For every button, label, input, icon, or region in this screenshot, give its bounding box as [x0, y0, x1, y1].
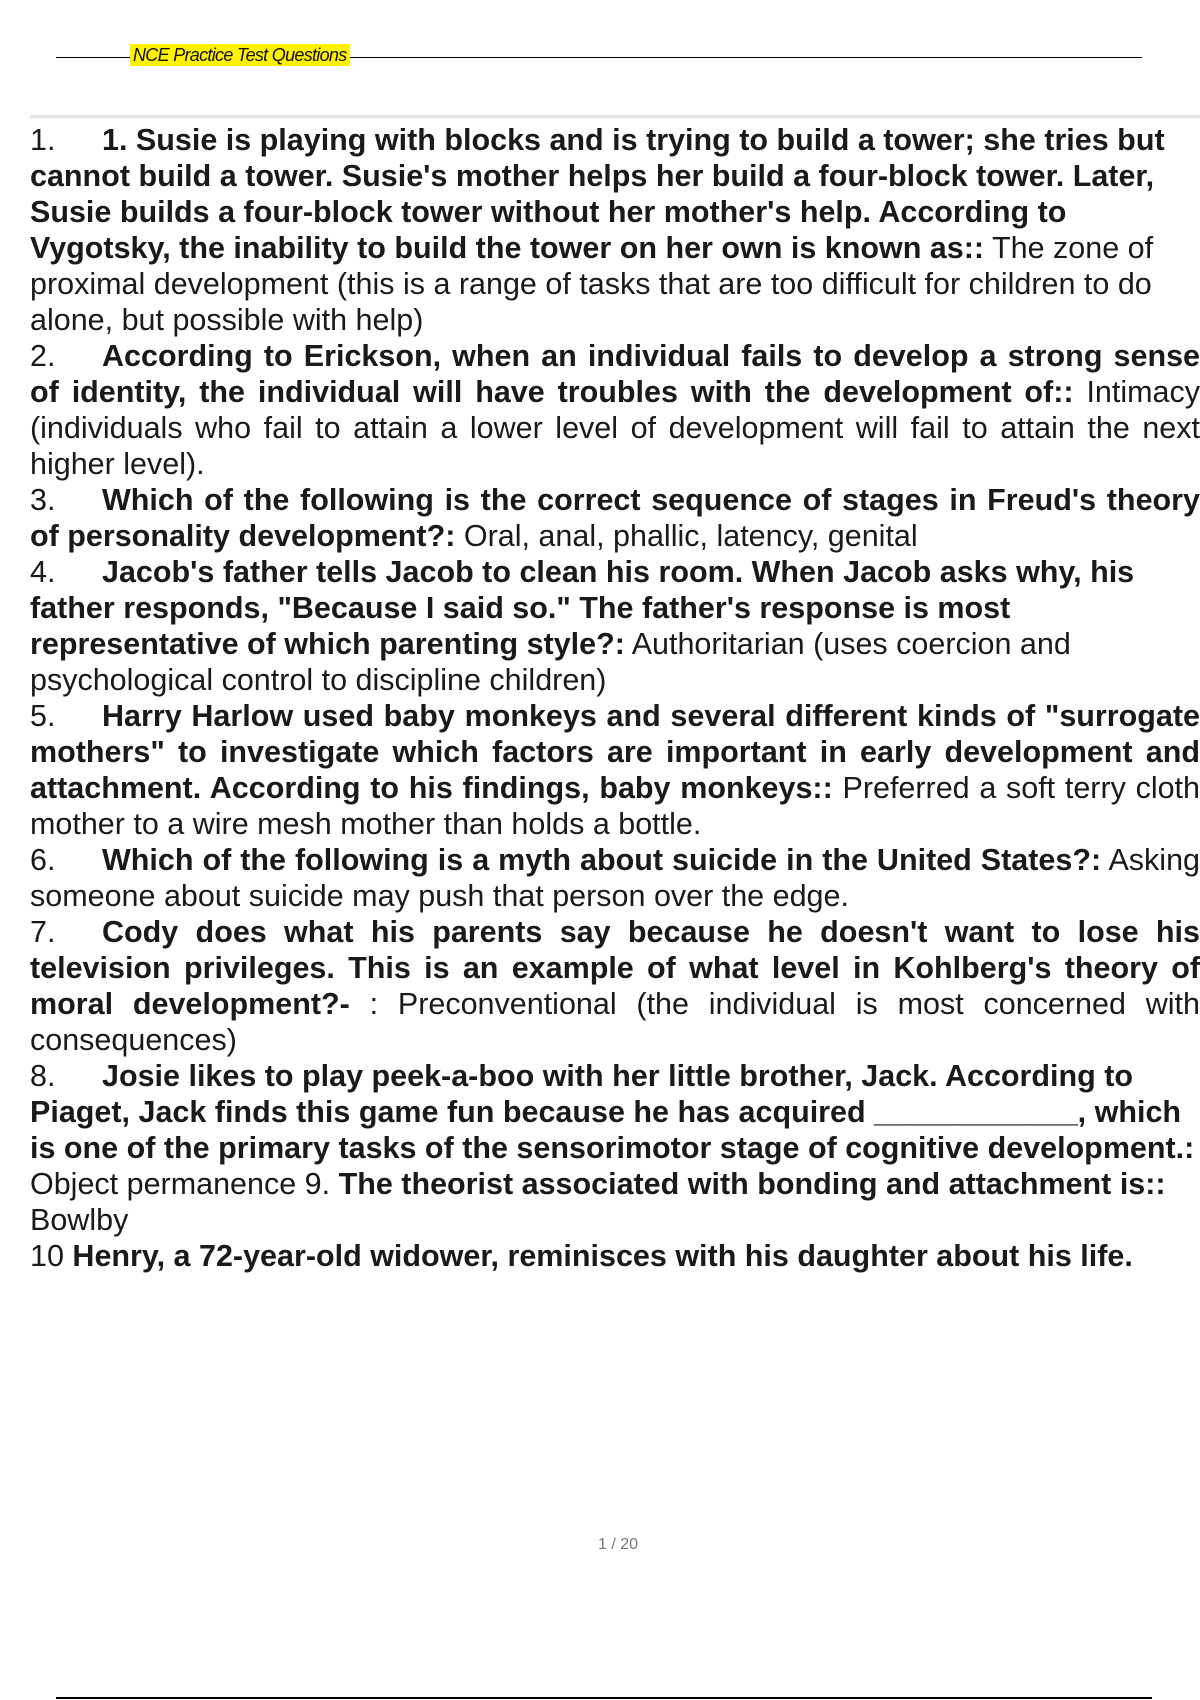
question-9-answer: Bowlby — [30, 1203, 129, 1237]
question-number: 3. — [30, 483, 56, 517]
question-text: Which of the following is the correct sequence of stages in Freud's theory of personality development?: — [30, 483, 1200, 553]
question-8 — [30, 1058, 1200, 1238]
question-1 — [30, 122, 1200, 338]
question-number: 2. — [30, 339, 56, 373]
question-text: Harry Harlow used baby monkeys and several different kinds of "surrogate mothers" to investigate which factors are important in early development and attachment. According to his findings, baby monkeys:: — [30, 699, 1200, 805]
answer-text: Intimacy (individuals who fail to attain a lower level of development will fail to attain the next higher level). — [30, 375, 1200, 481]
question-list — [30, 122, 1200, 1502]
question-7 — [30, 914, 1200, 1058]
question-text: Henry, a 72-year-old widower, reminisces with his daughter about his life. — [72, 1239, 1133, 1273]
question-text: Josie likes to play peek-a-boo with her little brother, Jack. According to Piaget, Jack finds this game fun because he has acquired ____________, which is one of the primary tasks of the sensorimotor stage of cognitive development.: — [30, 1059, 1195, 1165]
question-number: 1. — [30, 123, 56, 157]
answer-text: Preferred a soft terry cloth mother to a wire mesh mother than holds a bottle. — [30, 771, 1200, 841]
question-2 — [30, 338, 1200, 482]
document-title: NCE Practice Test Questions — [130, 44, 350, 66]
question-9-text: The theorist associated with bonding and attachment is:: — [338, 1167, 1166, 1201]
question-text: Jacob's father tells Jacob to clean his room. When Jacob asks why, his father responds, "Because I said so." The father's response is most representative of which parenting style?: — [30, 555, 1135, 661]
question-6 — [30, 842, 1200, 914]
page-indicator: 1 / 20 — [597, 1536, 639, 1553]
answer-text: Oral, anal, phallic, latency, genital — [463, 519, 918, 553]
question-number: 6. — [30, 843, 56, 877]
question-number: 4. — [30, 555, 56, 589]
question-text: 1. Susie is playing with blocks and is trying to build a tower; she tries but cannot build a tower. Susie's mother helps her build a four-block tower. Later, Susie builds a four-block tower without her mother's help. According to Vygotsky, the inability to build the tower on her own is known as:: — [30, 123, 1165, 265]
footer-rule — [56, 1697, 1152, 1699]
question-9-number: 9. — [304, 1167, 331, 1201]
question-number: 7. — [30, 915, 56, 949]
answer-text: The zone of proximal development (this is a range of tasks that are too difficult for children to do alone, but possible with help) — [30, 231, 1154, 337]
question-10 — [30, 1238, 1200, 1274]
header-separator — [30, 115, 1200, 118]
answer-text: Asking someone about suicide may push that person over the edge. — [30, 843, 1200, 913]
question-number: 10 — [30, 1239, 64, 1273]
question-text: Cody does what his parents say because he doesn't want to lose his television privileges. This is an example of what level in Kohlberg's theory of moral development?- — [30, 915, 1200, 1021]
answer-text: : Preconventional (the individual is most concerned with consequences) — [30, 987, 1200, 1057]
answer-text: Object permanence — [30, 1167, 297, 1201]
answer-text: Authoritarian (uses coercion and psychological control to discipline children) — [30, 627, 1071, 697]
question-5 — [30, 698, 1200, 842]
question-4 — [30, 554, 1200, 698]
question-3 — [30, 482, 1200, 554]
question-text: According to Erickson, when an individual fails to develop a strong sense of identity, the individual will have troubles with the development of:: — [30, 339, 1200, 409]
question-text: Which of the following is a myth about suicide in the United States?: — [102, 843, 1102, 877]
question-number: 8. — [30, 1059, 56, 1093]
question-number: 5. — [30, 699, 56, 733]
